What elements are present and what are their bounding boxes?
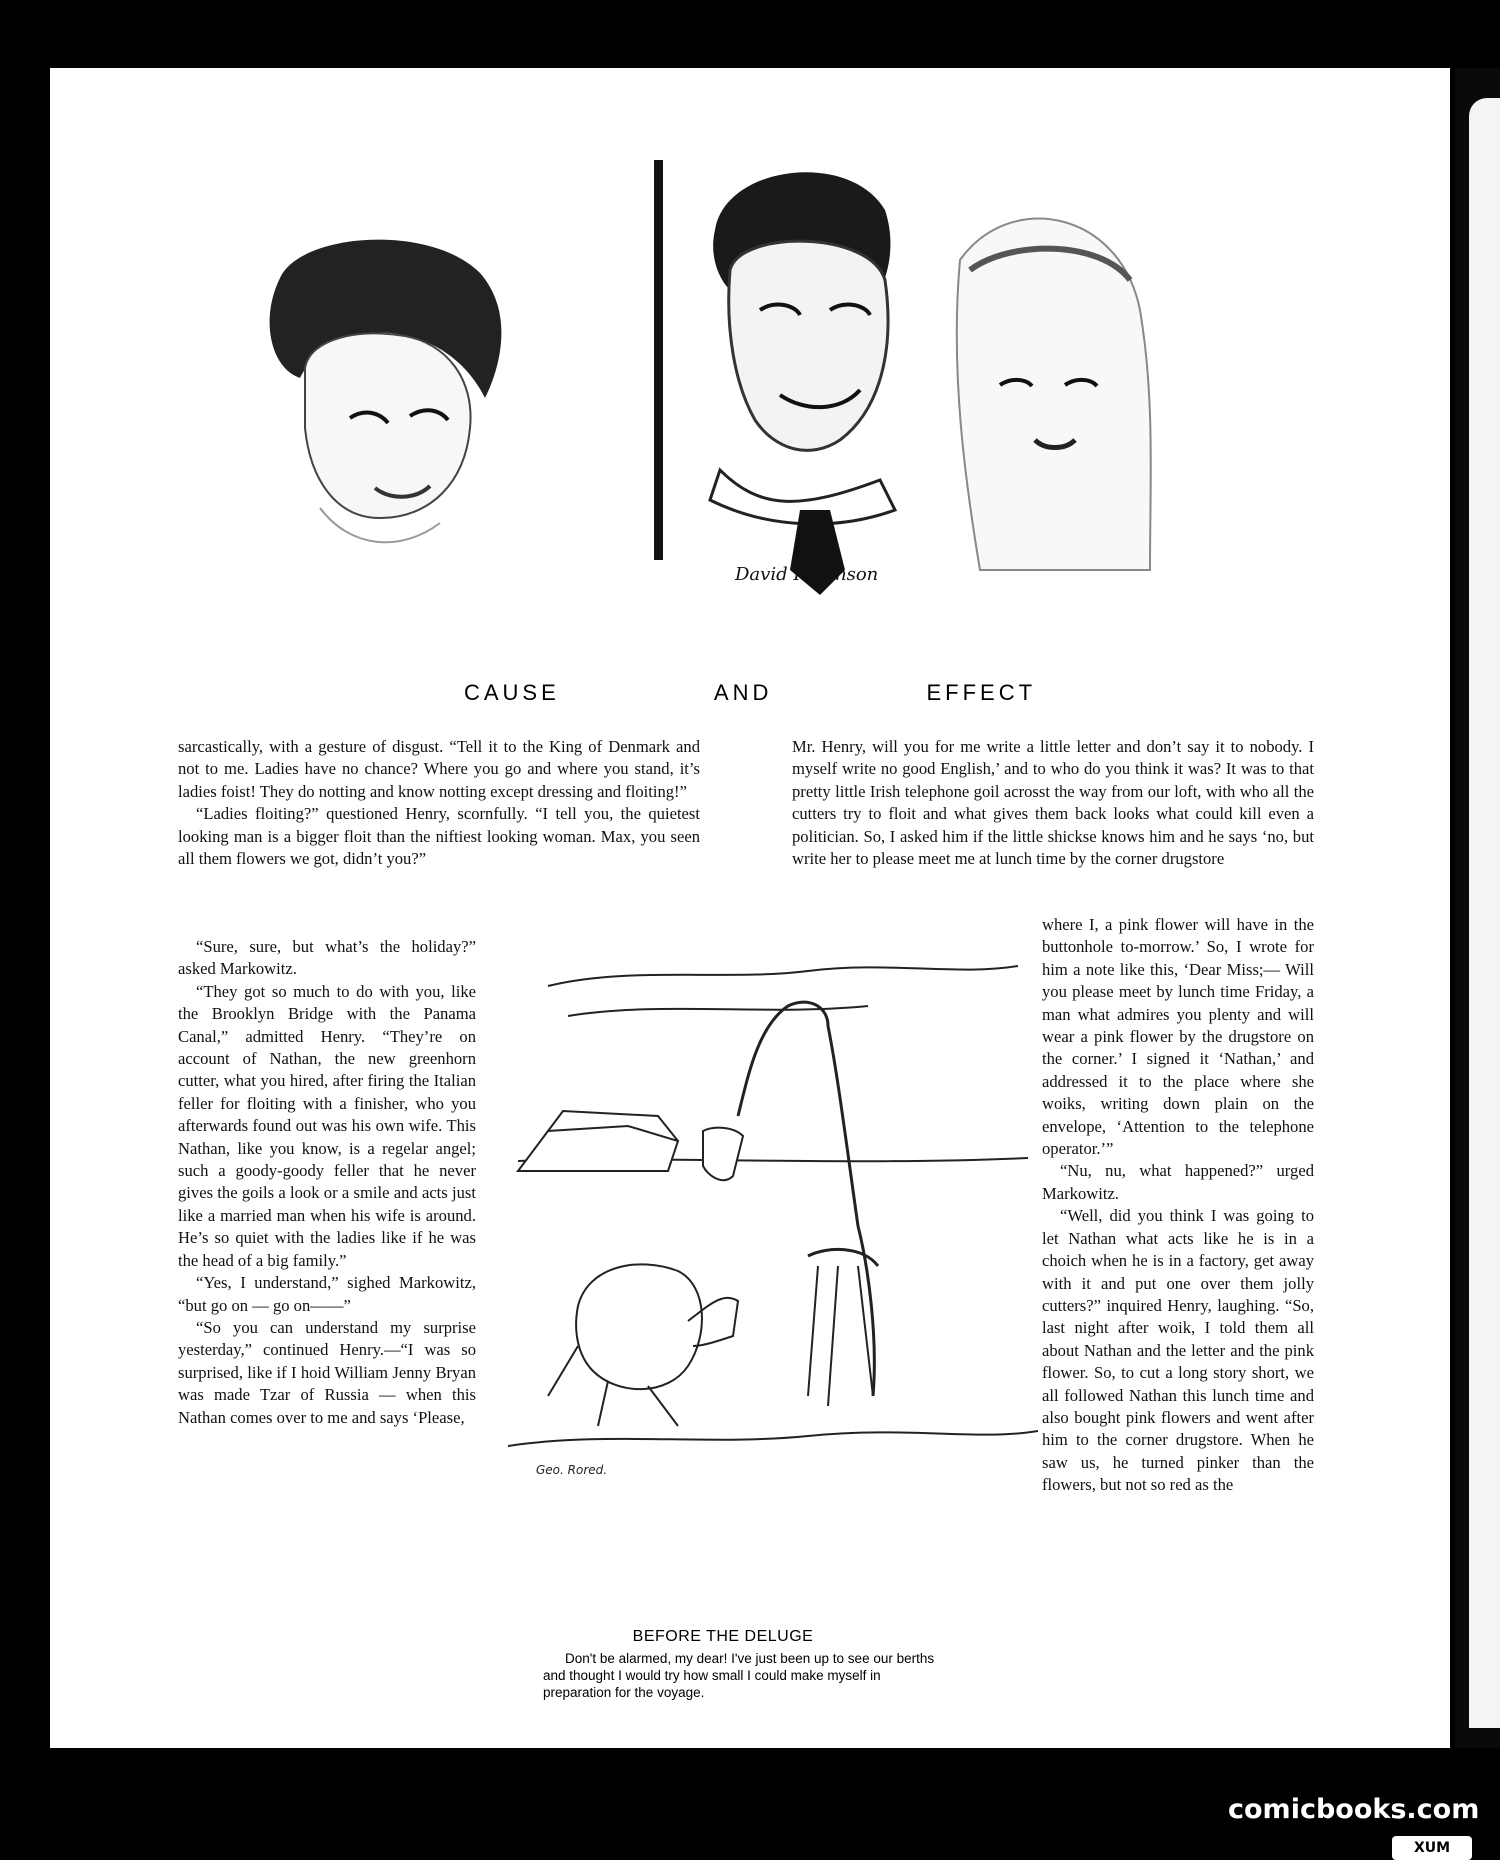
vertical-divider [654, 160, 663, 560]
giraffe-cartoon [508, 926, 1038, 1486]
cartoon-title: BEFORE THE DELUGE [632, 1628, 814, 1645]
couple-portrait [680, 150, 1200, 630]
woman-portrait [230, 218, 520, 578]
right-column-lower [1042, 914, 1314, 1497]
woman-face-portrait-icon [270, 240, 502, 543]
paragraph: Mr. Henry, will you for me write a little letter and don’t say it to nobody. I myself write no good English,’ and to who do you think it was? It was to that pretty little Irish telephone goil acrosst the way from our loft, with who all the cutters try to floit and what gives them back looks what could kill even a politician. So, I asked him if the little shickse knows him and he says ‘no, but write her to please meet me at lunch time by the corner drugstore [792, 737, 1314, 869]
cartoon-caption-text: Don't be alarmed, my dear! I've just been up to see our berths and thought I would try how small I could make myself in preparation for the voyage. [543, 1651, 935, 1700]
giraffes-ark-cartoon-icon [508, 966, 1038, 1446]
heading-word-effect: EFFECT [926, 680, 1037, 705]
paragraph: “Nu, nu, what happened?” urged Markowitz. [1042, 1161, 1314, 1203]
cartoon-caption [543, 1650, 938, 1701]
left-column-upper [178, 736, 700, 870]
paragraph: “Ladies floiting?” questioned Henry, scornfully. “I tell you, the quietest looking man is a bigger floit than the niftiest looking woman. Max, you seen all them flowers we got, didn’t you?” [178, 804, 700, 869]
portrait-signature: David Robinson [735, 564, 879, 585]
groom-and-bride-portrait-icon [710, 172, 1151, 595]
cartoon-signature: Geo. Rored. [536, 1463, 608, 1477]
paragraph: “They got so much to do with you, like the Brooklyn Bridge with the Panama Canal,” admitted Henry. “They’re on account of Nathan, the new greenhorn cutter, what you hired, after firing the Italian feller for floiting with a finisher, who you afterwards found out was his own wife. This Nathan, like you know, is a regelar angel; such a goody-goody feller that he never gives the goils a look or a smile and acts just like a married man when his wife is around. He’s so quiet with the ladies like if he was the head of a big family.” [178, 981, 476, 1270]
scan-badge: XUM [1392, 1836, 1472, 1860]
heading-word-and: AND [713, 680, 773, 705]
site-watermark: comicbooks.com [1228, 1794, 1480, 1825]
story-heading [50, 680, 1450, 706]
paragraph: “Yes, I understand,” sighed Markowitz, “but go on — go on——” [178, 1273, 476, 1315]
magazine-page [50, 68, 1450, 1748]
paragraph: sarcastically, with a gesture of disgust. “Tell it to the King of Denmark and not to me. Ladies have no chance? Where you go and where you stand, it’s ladies foist! They do notting and know notting except dressing and floiting!” [178, 737, 700, 801]
adjacent-page-edge [1455, 68, 1500, 1748]
paragraph: “Well, did you think I was going to let Nathan what acts like he is in a choich when he is in a factory, get away with it and put one over them jolly cutters?” inquired Henry, laughing. “So, last night after woik, I told them all about Nathan and the letter and the pink flower. So, to cut a long story short, we all followed Nathan this lunch time and also bought pink flowers and went after him to the corner drugstore. When he saw us, he turned pinker than the flowers, but not so red as the [1042, 1206, 1314, 1495]
paragraph: where I, a pink flower will have in the buttonhole to-morrow.’ So, I wrote for him a note like this, ‘Dear Miss;— Will you please meet by lunch time Friday, a man what admires you plenty and will wear a pink flower by the drugstore on the corner.’ I signed it ‘Nathan,’ and addressed it to the place where she woiks, writing down plain on the envelope, ‘Attention to the telephone operator.’” [1042, 915, 1314, 1159]
paragraph: “Sure, sure, but what’s the holiday?” asked Markowitz. [178, 937, 476, 979]
right-column-upper [792, 736, 1314, 870]
left-column-lower [178, 936, 476, 1429]
heading-word-cause: CAUSE [463, 680, 560, 705]
paragraph: “So you can understand my surprise yesterday,” continued Henry.—“I was so surprised, like if I hoid William Jenny Bryan was made Tzar of Russia — when this Nathan comes over to me and says ‘Please, [178, 1317, 476, 1427]
